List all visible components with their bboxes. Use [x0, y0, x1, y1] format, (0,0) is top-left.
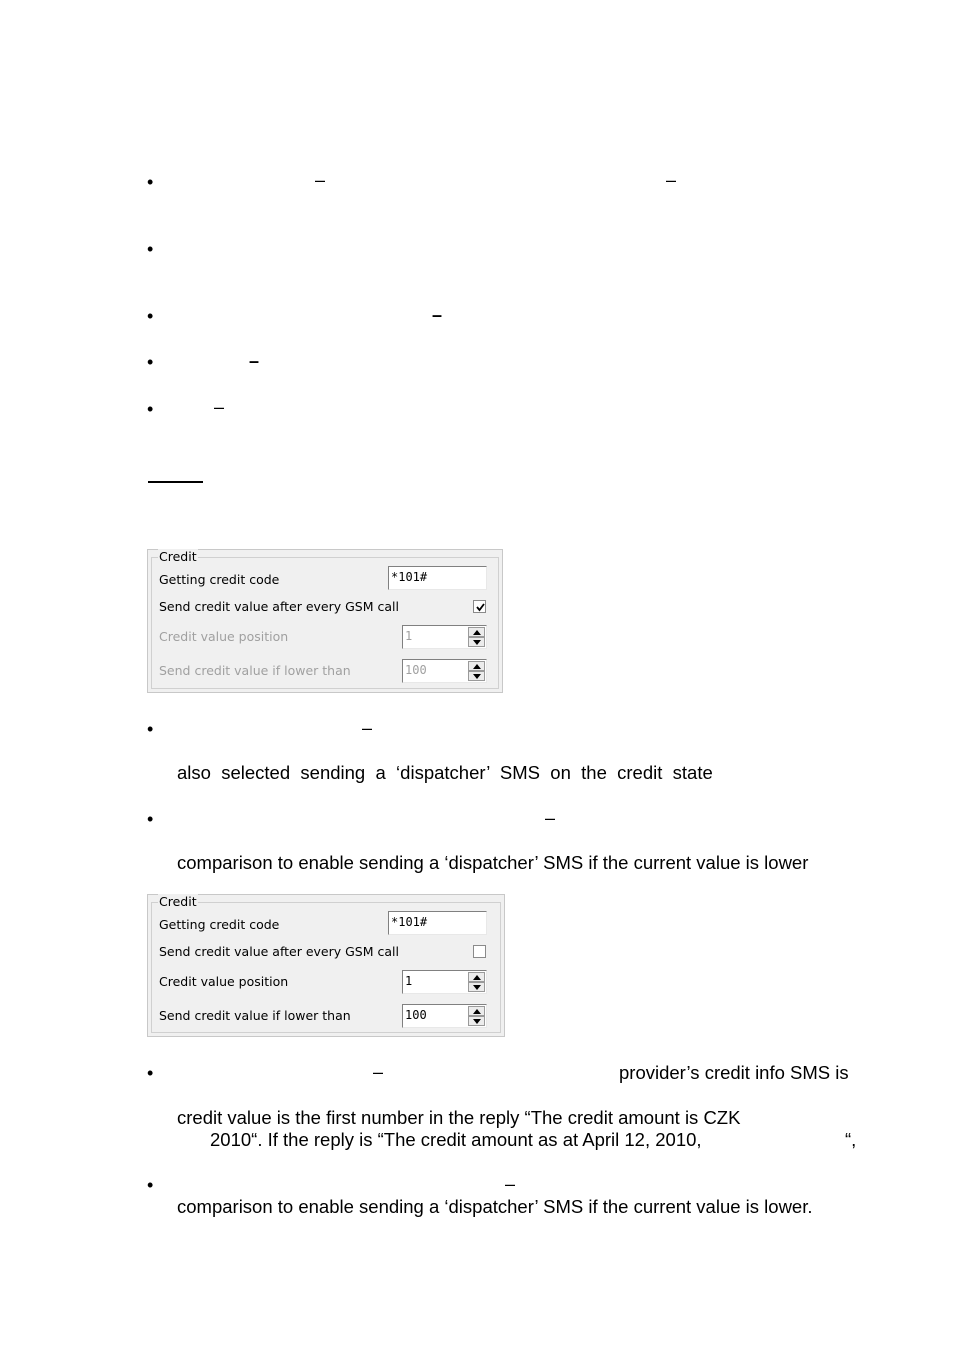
bullet-marker: •: [147, 352, 154, 372]
spinner-buttons: [468, 1006, 485, 1026]
spin-down-button[interactable]: [468, 637, 485, 647]
credit-settings-panel-unchecked: [147, 894, 505, 1037]
credit-value-position-label: Credit value position: [159, 629, 289, 644]
bullet-continuation-text: also selected sending a ‘dispatcher’ SMS on the credit state: [177, 762, 713, 783]
bullet-marker: •: [147, 719, 154, 739]
en-dash: –: [666, 170, 677, 190]
en-dash: –: [545, 808, 556, 828]
getting-credit-code-label: Getting credit code: [159, 572, 280, 587]
send-after-call-checkbox[interactable]: [473, 600, 486, 613]
arrow-up-icon: [473, 664, 481, 669]
bullet-continuation-text: comparison to enable sending a ‘dispatcher’ SMS if the current value is lower.: [177, 1196, 813, 1217]
spinner-buttons: [468, 661, 485, 681]
closing-quote-text: “,: [845, 1129, 857, 1150]
credit-value-position-stepper[interactable]: [402, 625, 487, 649]
send-after-call-checkbox[interactable]: [473, 945, 486, 958]
en-dash: –: [505, 1174, 516, 1194]
bullet-marker: •: [147, 172, 154, 192]
bullet-continuation-text: credit value is the first number in the reply “The credit amount is CZK: [177, 1107, 741, 1128]
arrow-down-icon: [473, 674, 481, 679]
spin-up-button[interactable]: [468, 1006, 485, 1016]
credit-settings-panel-checked: [147, 549, 503, 693]
bullet-marker: •: [147, 399, 154, 419]
spinner-buttons: [468, 627, 485, 647]
bullet-marker: •: [147, 809, 154, 829]
credit-value-position-stepper[interactable]: [402, 970, 487, 994]
getting-credit-code-label: Getting credit code: [159, 917, 280, 932]
lower-than-value: 100: [405, 663, 427, 677]
bullet-marker: •: [147, 1175, 154, 1195]
credit-value-position-value: 1: [405, 974, 413, 988]
group-legend: Credit: [159, 549, 197, 564]
arrow-down-icon: [473, 1019, 481, 1024]
credit-value-position-value: 1: [405, 629, 413, 643]
en-dash: –: [432, 305, 443, 325]
getting-credit-code-input[interactable]: *101#: [388, 911, 487, 935]
heading-underline: [148, 481, 203, 483]
en-dash: –: [214, 397, 225, 417]
lower-than-stepper[interactable]: [402, 659, 487, 683]
bullet-marker: •: [147, 306, 154, 326]
credit-value-position-label: Credit value position: [159, 974, 289, 989]
spin-up-button[interactable]: [468, 627, 485, 637]
spin-up-button[interactable]: [468, 661, 485, 671]
arrow-up-icon: [473, 975, 481, 980]
spin-up-button[interactable]: [468, 972, 485, 982]
en-dash: –: [315, 170, 326, 190]
bullet-tail-text: provider’s credit info SMS is: [619, 1062, 849, 1083]
bullet-continuation-text: 2010“. If the reply is “The credit amount as at April 12, 2010,: [210, 1129, 702, 1150]
send-after-call-label: Send credit value after every GSM call: [159, 944, 399, 959]
spin-down-button[interactable]: [468, 982, 485, 992]
arrow-up-icon: [473, 1009, 481, 1014]
bullet-marker: •: [147, 1063, 154, 1083]
bullet-continuation-text: comparison to enable sending a ‘dispatcher’ SMS if the current value is lower: [177, 852, 809, 873]
arrow-down-icon: [473, 985, 481, 990]
checkmark-icon: [475, 602, 486, 613]
en-dash: –: [249, 351, 260, 371]
lower-than-label: Send credit value if lower than: [159, 663, 351, 678]
lower-than-label: Send credit value if lower than: [159, 1008, 351, 1023]
en-dash: –: [373, 1062, 384, 1082]
lower-than-value: 100: [405, 1008, 427, 1022]
spinner-buttons: [468, 972, 485, 992]
getting-credit-code-input[interactable]: *101#: [388, 566, 487, 590]
spin-down-button[interactable]: [468, 671, 485, 681]
spin-down-button[interactable]: [468, 1016, 485, 1026]
lower-than-stepper[interactable]: [402, 1004, 487, 1028]
send-after-call-label: Send credit value after every GSM call: [159, 599, 399, 614]
arrow-down-icon: [473, 640, 481, 645]
group-legend: Credit: [159, 894, 197, 909]
arrow-up-icon: [473, 630, 481, 635]
en-dash: –: [362, 718, 373, 738]
bullet-marker: •: [147, 239, 154, 259]
